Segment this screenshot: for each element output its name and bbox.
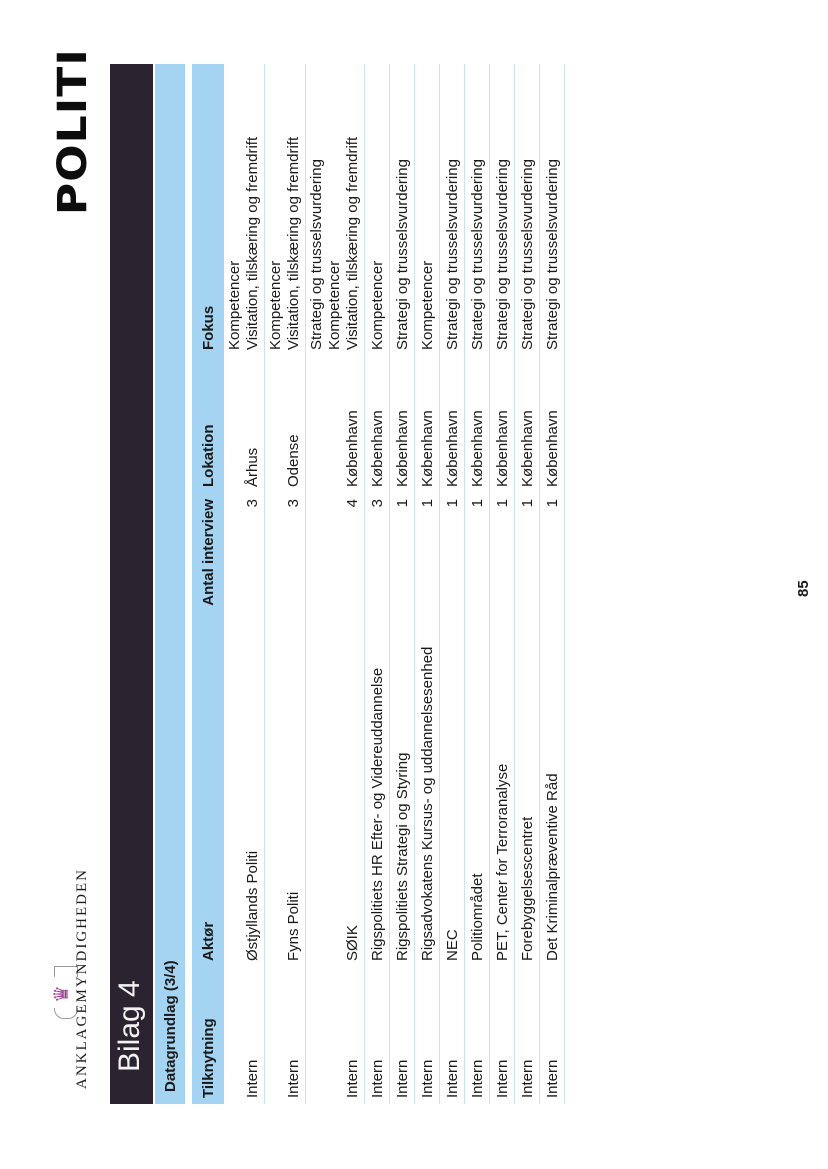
- cell-aktor: Fyns Politi: [265, 635, 306, 967]
- cell-fokus: [490, 64, 515, 356]
- table-row: [365, 64, 390, 1104]
- anklagemyndigheden-logo: [52, 789, 92, 1089]
- cell-tilknytning: Intern: [440, 967, 465, 1104]
- table-row: [515, 64, 540, 1104]
- cell-lokation: København: [390, 356, 415, 493]
- cell-aktor: Rigspolitiets HR Efter- og Videreuddannelse: [365, 635, 390, 967]
- table-row: [265, 64, 306, 1104]
- cell-tilknytning: Intern: [306, 967, 365, 1104]
- cell-lokation: København: [465, 356, 490, 493]
- cell-fokus: [306, 64, 365, 356]
- table-row: [415, 64, 440, 1104]
- politi-logo: POLITI: [50, 48, 96, 216]
- cell-antal: 1: [540, 493, 565, 635]
- interview-table: [192, 64, 565, 1104]
- cell-tilknytning: Intern: [515, 967, 540, 1104]
- cell-antal: 1: [415, 493, 440, 635]
- fokus-item: Strategi og trusselsvurdering: [519, 159, 536, 350]
- table-row: [540, 64, 565, 1104]
- cell-antal: 4: [306, 493, 365, 635]
- fokus-item: Strategi og trusselsvurdering: [394, 159, 411, 350]
- title-bar: [110, 64, 153, 1104]
- fokus-item: Kompetencer: [419, 260, 436, 350]
- fokus-item: Strategi og trusselsvurdering: [469, 159, 486, 350]
- table-row: [465, 64, 490, 1104]
- cell-lokation: København: [490, 356, 515, 493]
- cell-antal: 1: [515, 493, 540, 635]
- column-header-aktor: Aktør: [199, 921, 217, 961]
- page-number: 85: [795, 580, 812, 597]
- cell-aktor: Rigspolitiets Strategi og Styring: [390, 635, 415, 967]
- section-label: Datagrundlag (3/4): [161, 960, 179, 1092]
- cell-antal: 1: [390, 493, 415, 635]
- fokus-item: Kompetencer: [326, 260, 343, 350]
- cell-tilknytning: Intern: [265, 967, 306, 1104]
- cell-aktor: Østjyllands Politi: [224, 635, 265, 967]
- cell-aktor: Forebyggelsescentret: [515, 635, 540, 967]
- cell-fokus: [540, 64, 565, 356]
- fokus-item: Visitation, tilskæring og fremdrift: [244, 136, 261, 350]
- fokus-item: Visitation, tilskæring og fremdrift: [285, 136, 302, 350]
- cell-lokation: København: [306, 356, 365, 493]
- table-body: [224, 64, 565, 1104]
- cell-aktor: PET, Center for Terroranalyse: [490, 635, 515, 967]
- cell-lokation: København: [540, 356, 565, 493]
- cell-tilknytning: Intern: [490, 967, 515, 1104]
- cell-aktor: SØIK: [306, 635, 365, 967]
- cell-antal: 3: [224, 493, 265, 635]
- cell-fokus: [265, 64, 306, 356]
- cell-antal: 1: [440, 493, 465, 635]
- fokus-item: Strategi og trusselsvurdering: [544, 159, 561, 350]
- fokus-item: Strategi og trusselsvurdering: [494, 159, 511, 350]
- table-row: [306, 64, 365, 1104]
- cell-antal: 1: [465, 493, 490, 635]
- cell-tilknytning: Intern: [365, 967, 390, 1104]
- column-header-fokus: Fokus: [199, 305, 217, 350]
- cell-lokation: Odense: [265, 356, 306, 493]
- royal-crown-icon: ♛: [51, 985, 73, 1003]
- cell-aktor: NEC: [440, 635, 465, 967]
- cell-lokation: København: [415, 356, 440, 493]
- table-row: [390, 64, 415, 1104]
- cell-tilknytning: Intern: [415, 967, 440, 1104]
- cell-antal: 3: [365, 493, 390, 635]
- fokus-item: Kompetencer: [267, 260, 284, 350]
- table-row: [490, 64, 515, 1104]
- cell-fokus: [465, 64, 490, 356]
- cell-lokation: Århus: [224, 356, 265, 493]
- cell-tilknytning: Intern: [390, 967, 415, 1104]
- cell-antal: 3: [265, 493, 306, 635]
- cell-tilknytning: Intern: [465, 967, 490, 1104]
- column-header-antal: Antal interview: [199, 499, 217, 606]
- fokus-item: Kompetencer: [226, 260, 243, 350]
- fokus-item: Visitation, tilskæring og fremdrift: [344, 136, 361, 350]
- cell-tilknytning: Intern: [540, 967, 565, 1104]
- cell-tilknytning: Intern: [224, 967, 265, 1104]
- org-name: ANKLAGEMYNDIGHEDEN: [74, 868, 90, 1089]
- cell-lokation: København: [440, 356, 465, 493]
- cell-aktor: Det Kriminalpræventive Råd: [540, 635, 565, 967]
- table-header-row: [192, 64, 224, 1104]
- cell-fokus: [440, 64, 465, 356]
- column-header-lokation: Lokation: [199, 424, 217, 487]
- cell-lokation: København: [365, 356, 390, 493]
- table-row: [440, 64, 465, 1104]
- page-title: Bilag 4: [113, 980, 146, 1072]
- fokus-item: Kompetencer: [369, 260, 386, 350]
- column-header-tilknytning: Tilknytning: [199, 1018, 217, 1098]
- cell-aktor: Politiområdet: [465, 635, 490, 967]
- cell-fokus: [415, 64, 440, 356]
- cell-fokus: [224, 64, 265, 356]
- cell-aktor: Rigsadvokatens Kursus- og uddannelsesenhed: [415, 635, 440, 967]
- fokus-item: Strategi og trusselsvurdering: [444, 159, 461, 350]
- cell-lokation: København: [515, 356, 540, 493]
- cell-fokus: [515, 64, 540, 356]
- table-row: [224, 64, 265, 1104]
- fokus-item: Strategi og trusselsvurdering: [308, 159, 325, 350]
- cell-fokus: [365, 64, 390, 356]
- cell-fokus: [390, 64, 415, 356]
- section-header: [155, 64, 185, 1104]
- cell-antal: 1: [490, 493, 515, 635]
